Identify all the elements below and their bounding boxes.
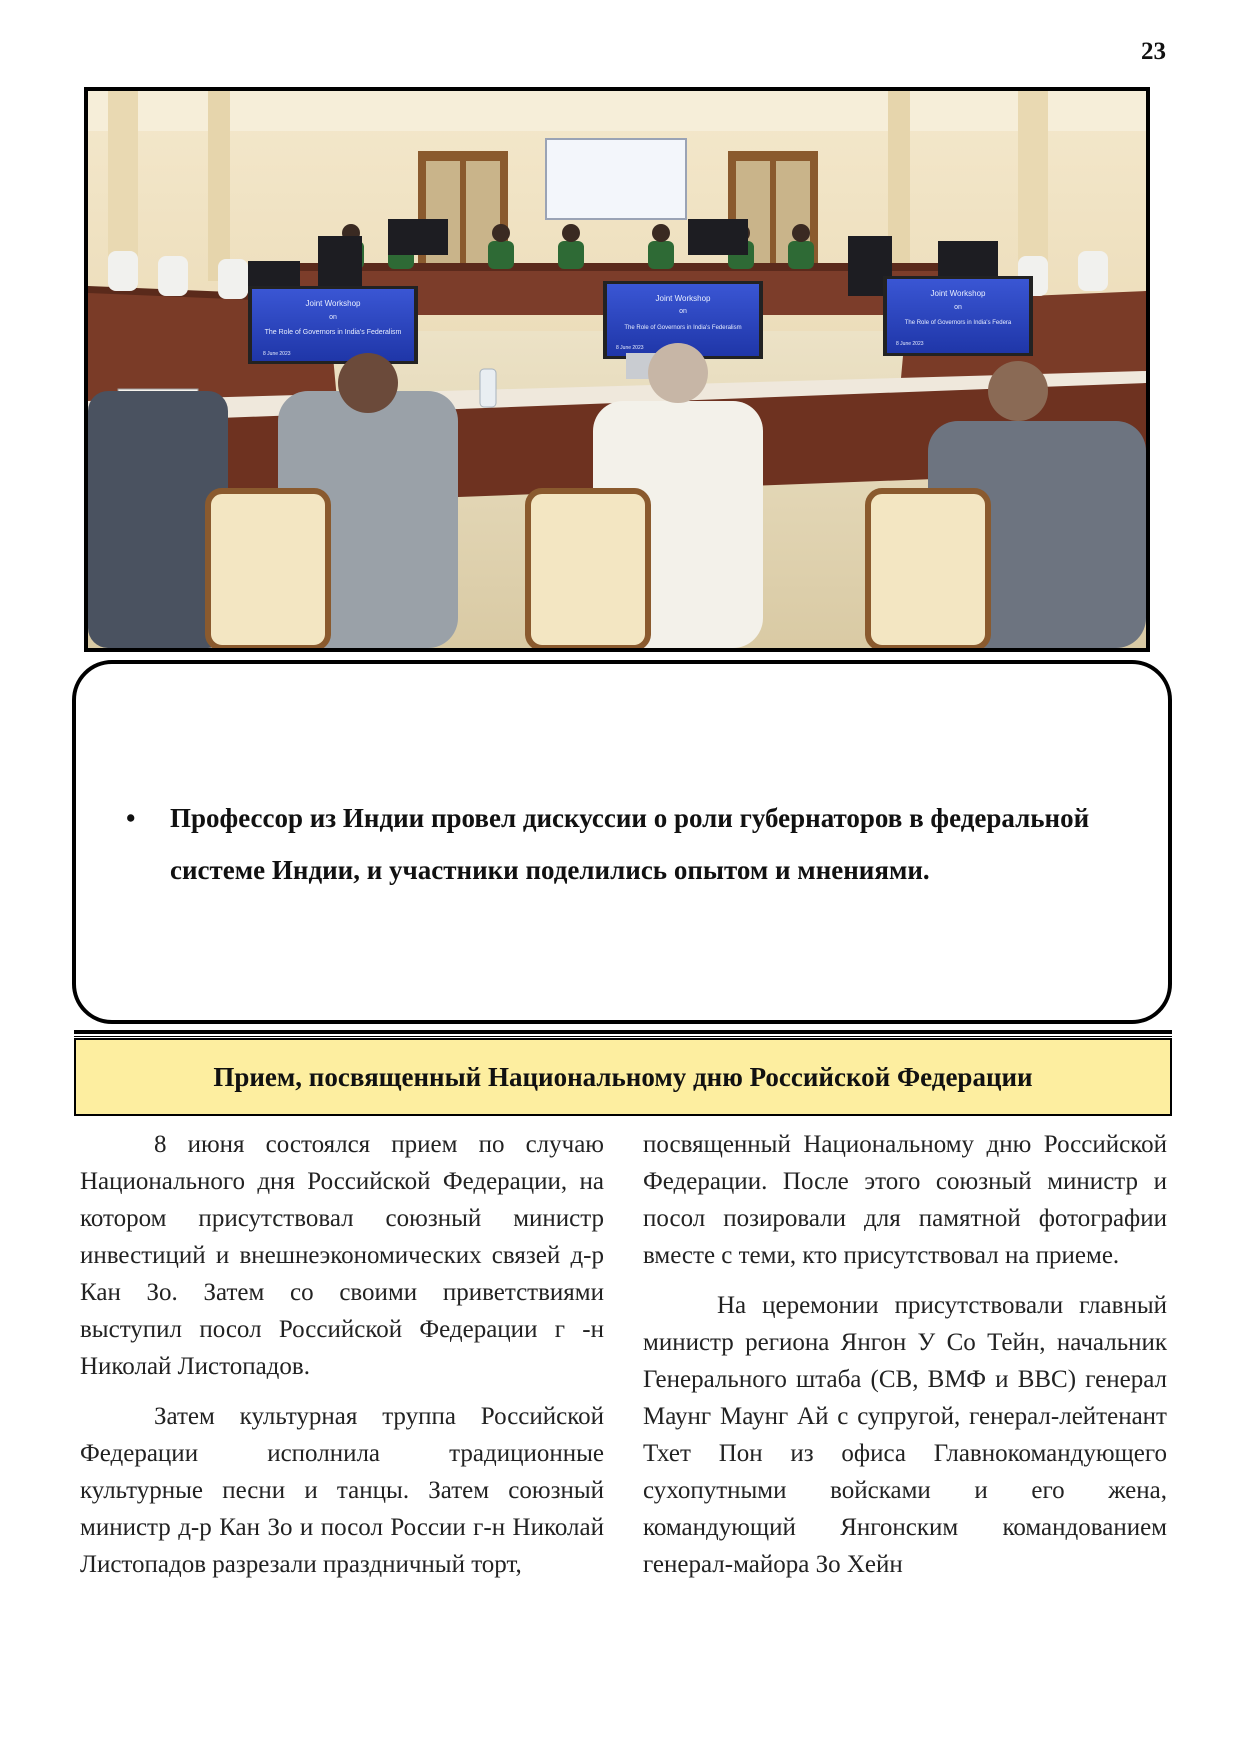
- summary-list: [126, 792, 1126, 896]
- summary-item: [126, 792, 1126, 896]
- summary-item-text: Профессор из Индии провел дискуссии о роли губернаторов в федеральной системе Индии, и участники поделились опытом и мнениями.: [170, 803, 1090, 885]
- workshop-photo: [84, 87, 1150, 652]
- section-heading: Прием, посвященный Национальному дню Российской Федерации: [74, 1038, 1172, 1116]
- svg-text:Joint Workshop: Joint Workshop: [305, 299, 361, 308]
- svg-text:on: on: [679, 308, 687, 315]
- workshop-photo-illustration: [88, 91, 1146, 648]
- article-paragraph: На церемонии присутствовали главный министр региона Янгон У Со Тейн, начальник Генерального штаба (СВ, ВМФ и ВВС) генерал Маунг Маунг Ай с супругой, генерал-лейтенант Тхет Пон из офиса Главнокомандующего сухопутными войсками и его жена, командующий Янгонским командованием генерал-майора Зо Хейн: [643, 1292, 1167, 1578]
- article-paragraph: посвященный Национальному дню Российской Федерации. После этого союзный министр и посол позировали для памятной фотографии вместе с теми, кто присутствовал на приеме.: [643, 1131, 1167, 1269]
- article-paragraph: 8 июня состоялся прием по случаю Национального дня Российской Федерации, на котором присутствовал союзный министр инвестиций и внешнеэкономических связей д-р Кан Зо. Затем со своими приветствиями выступил посол Российской Федерации г -н Николай Листопадов.: [80, 1131, 604, 1380]
- article-paragraph: Затем культурная труппа Российской Федерации исполнила традиционные культурные песни и танцы. Затем союзный министр д-р Кан Зо и посол России г-н Николай Листопадов разрезали праздничный торт,: [80, 1403, 604, 1578]
- section-rule-thin: [74, 1036, 1172, 1037]
- screen-left: [248, 286, 418, 364]
- svg-text:on: on: [329, 314, 337, 321]
- svg-text:Joint Workshop: Joint Workshop: [655, 294, 711, 303]
- bullet-icon: •: [126, 803, 136, 833]
- page-number: 23: [1141, 38, 1166, 65]
- svg-text:8 June 2023: 8 June 2023: [896, 341, 924, 347]
- svg-text:Joint Workshop: Joint Workshop: [930, 289, 986, 298]
- screen-right: [883, 276, 1033, 356]
- section-rule: [74, 1030, 1172, 1034]
- svg-text:The Role of Governors in India: The Role of Governors in India's Federa: [904, 320, 1012, 326]
- svg-text:8 June 2023: 8 June 2023: [263, 351, 291, 357]
- svg-text:on: on: [954, 304, 962, 311]
- article-column-right: [643, 1126, 1167, 1596]
- article-column-left: [80, 1126, 604, 1596]
- svg-text:8 June 2023: 8 June 2023: [616, 345, 644, 351]
- summary-box: [72, 660, 1172, 1024]
- svg-text:The Role of Governors in India: The Role of Governors in India's Federalism: [264, 329, 402, 336]
- svg-text:The Role of Governors in India: The Role of Governors in India's Federalism: [624, 325, 742, 331]
